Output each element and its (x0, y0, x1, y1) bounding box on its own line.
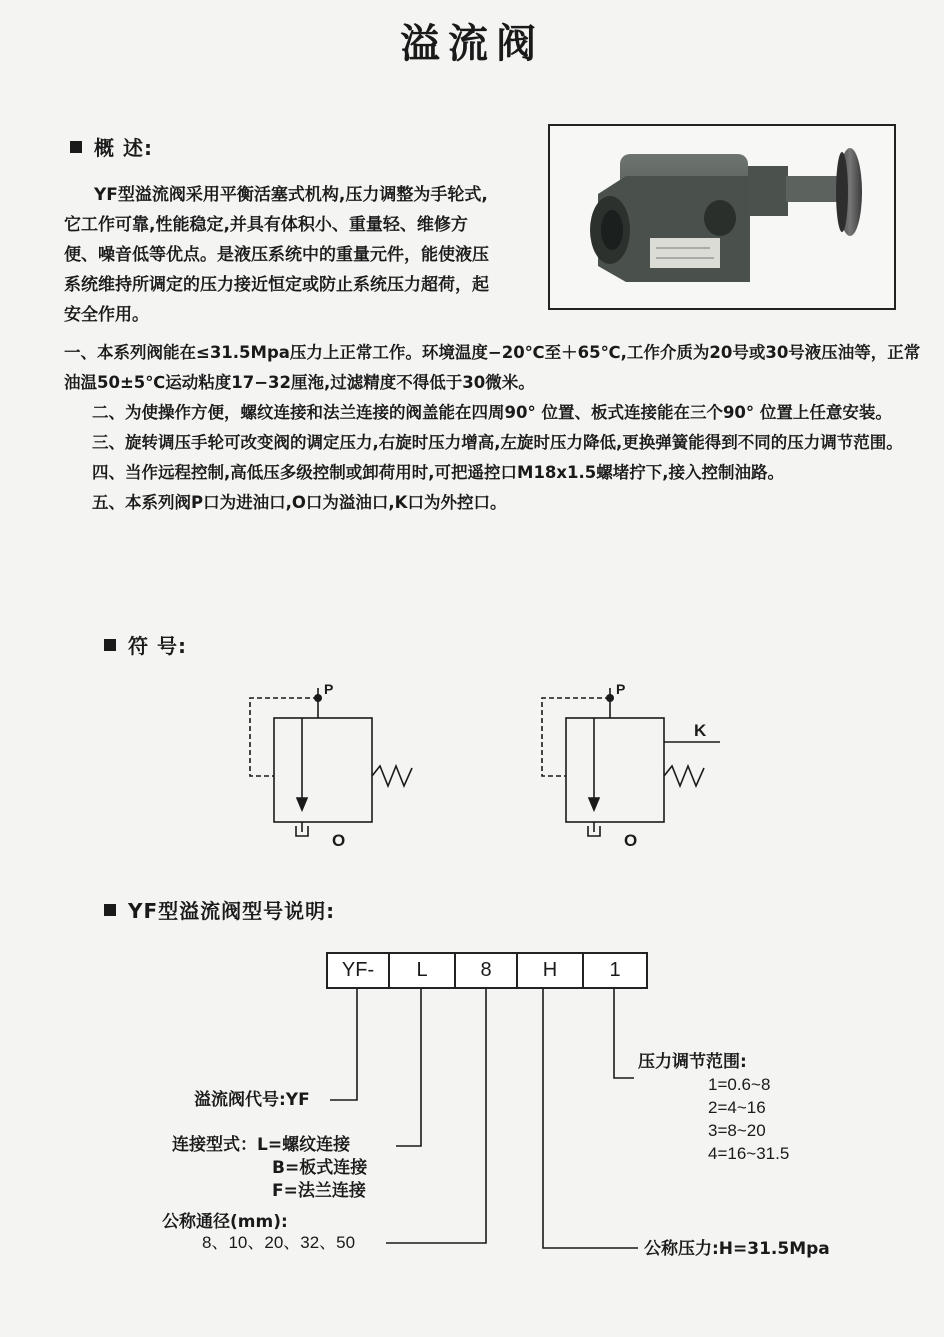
model-box-range: 1 (582, 952, 648, 989)
model-heading-text: YF型溢流阀型号说明: (128, 899, 336, 923)
symbols-heading-text: 符 号: (128, 634, 187, 658)
overview-text: YF型溢流阀采用平衡活塞式机构,压力调整为手轮式,它工作可靠,性能稳定,并具有体积小、重量轻、维修方便、噪音低等优点。是液压系统中的重量元件，能使液压系统维持所调定的压力接近恒定或防止系统压力超荷，起安全作用。 (64, 185, 489, 325)
model-box-yf: YF- (326, 952, 390, 989)
overview-heading-text: 概 述: (94, 136, 153, 160)
range-1-label: 1=0.6~8 (708, 1075, 771, 1094)
note-5: 五、本系列阀P口为进油口,O口为溢油口,K口为外控口。 (92, 493, 507, 512)
bore-title-label: 公称通径(mm): (162, 1212, 288, 1232)
range-3-label: 3=8~20 (708, 1121, 766, 1140)
note-3: 三、旋转调压手轮可改变阀的调定压力,右旋时压力增高,左旋时压力降低,更换弹簧能得到不同的压力调节范围。 (92, 433, 903, 452)
port-p-label: P (616, 681, 626, 697)
range-4-label: 4=16~31.5 (708, 1144, 790, 1163)
note-1: 一、本系列阀能在≤31.5Mpa压力上正常工作。环境温度−20℃至＋65℃,工作介质为20号或30号液压油等，正常油温50±5℃运动粘度17−32厘沲,过滤精度不得低于30微米。 (64, 343, 921, 392)
page-title: 溢流阀 (400, 21, 544, 67)
connection-b-label: B=板式连接 (272, 1158, 368, 1178)
model-box-pressure: H (516, 952, 584, 989)
bore-values-label: 8、10、20、32、50 (202, 1233, 356, 1252)
port-o-label: O (332, 831, 346, 850)
note-2: 二、为使操作方便，螺纹连接和法兰连接的阀盖能在四周90° 位置、板式连接能在三个90° 位置上任意安装。 (92, 403, 892, 422)
note-4: 四、当作远程控制,高低压多级控制或卸荷用时,可把遥控口M18x1.5螺堵拧下,接入控制油路。 (92, 463, 785, 482)
model-box-connection: L (388, 952, 456, 989)
connection-f-label: F=法兰连接 (272, 1181, 366, 1201)
connection-type-label: 连接型式：L=螺纹连接 (172, 1135, 351, 1155)
nominal-pressure-label: 公称压力:H=31.5Mpa (644, 1239, 830, 1259)
port-p-label: P (324, 681, 334, 697)
range-2-label: 2=4~16 (708, 1098, 766, 1117)
port-o-label: O (624, 831, 638, 850)
range-title-label: 压力调节范围: (638, 1052, 747, 1072)
model-box-bore: 8 (454, 952, 518, 989)
port-k-label: K (694, 721, 707, 740)
code-label: 溢流阀代号:YF (194, 1090, 310, 1110)
